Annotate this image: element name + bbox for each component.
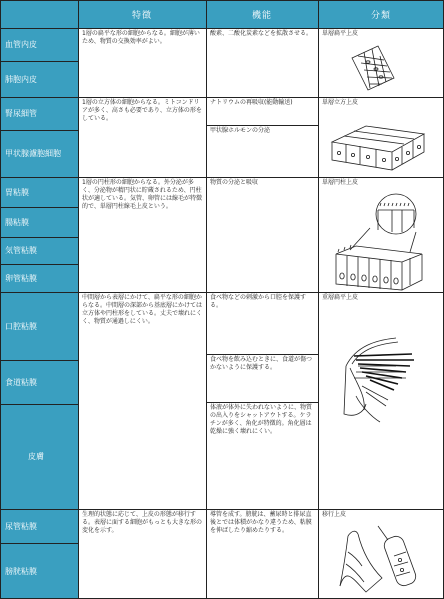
row-divider <box>0 97 444 98</box>
function-divider <box>206 402 319 403</box>
simple-columnar-illustration <box>332 192 438 290</box>
row-divider <box>0 292 444 293</box>
label-bladder-mucosa: 膀胱粘膜 <box>0 543 78 599</box>
header-function: 機能 <box>206 0 318 28</box>
feature-transitional: 生理的状態に応じて、上皮の形態が移行する。表層に面する細胞がもっとも大きな形の変化を示す。 <box>82 511 203 534</box>
function-divider <box>206 354 319 355</box>
class-simple-squamous: 単層扁平上皮 <box>322 30 359 37</box>
feature-simple-cuboidal: 1層の立方体の細胞からなる。ミトコンドリアが多く、高さも必要であり、立方体の形をしている。 <box>82 99 202 122</box>
label-divider <box>0 543 79 544</box>
header-classification: 分類 <box>318 0 444 28</box>
label-alveolar-epithelium: 肺胞内皮 <box>0 61 78 97</box>
function-oral: 食べ物などの刺激から口腔を保護する。 <box>210 294 307 309</box>
label-intestinal-mucosa: 腸粘膜 <box>0 207 78 237</box>
label-divider <box>0 360 79 361</box>
label-gastric-mucosa: 胃粘膜 <box>0 177 78 207</box>
label-oviduct-mucosa: 卵管粘膜 <box>0 264 78 292</box>
feature-simple-columnar: 1層の円柱形の細胞からなる。外分泌が多く、分泌物が精円状に貯蔵されるため、円柱状が適している。気管、卵管には線毛が特徴的で、単層円柱線毛上皮という。 <box>82 179 203 210</box>
row-divider <box>0 509 444 510</box>
function-tubule: ナトリウムの再吸収(能動輸送) <box>210 99 293 106</box>
function-urinary: 導管を成す。膀胱は、蓄尿時と排尿直後とでは体積がかなり違うため、粘膜を伸ばしたり縮めたりする。 <box>210 511 312 534</box>
function-skin: 体液が体外に失われないように、物質の出入りをシャットアウトする。ケラチンが多く、角化が特徴的。角化層は乾燥に強く壊れにくい。 <box>210 404 313 435</box>
label-divider <box>0 264 79 265</box>
row-divider <box>0 28 444 29</box>
header-corner <box>0 0 78 28</box>
class-simple-columnar: 単層円柱上皮 <box>322 179 359 186</box>
label-divider <box>0 237 79 238</box>
label-skin: 皮膚 <box>0 404 78 509</box>
function-vessel: 酸素、二酸化炭素などを拡散させる。 <box>210 30 313 37</box>
label-divider <box>0 61 79 62</box>
simple-cuboidal-illustration <box>326 120 430 174</box>
label-esophageal-mucosa: 食道粘膜 <box>0 360 78 404</box>
header-features: 特徴 <box>78 0 206 28</box>
label-divider <box>0 130 79 131</box>
class-transitional: 移行上皮 <box>322 511 347 518</box>
feature-simple-squamous: 1層の扁平な形の細胞からなる。細胞が薄いため、物質の交換効率がよい。 <box>82 30 200 45</box>
label-oral-mucosa: 口腔粘膜 <box>0 292 78 360</box>
row-divider <box>0 177 444 178</box>
function-thyroid: 甲状腺ホルモンの分泌 <box>210 127 271 134</box>
feature-stratified-squamous: 中間層から表層にかけて、扁平な形の細胞からなる。中間層の深部から基底層にかけては立方体や円柱形をしている。丈夫で壊れにくく、物質が通過しにくい。 <box>82 294 203 325</box>
table-border-top <box>0 0 444 1</box>
class-simple-cuboidal: 単層立方上皮 <box>322 99 359 106</box>
function-divider <box>206 125 319 126</box>
label-thyroid-follicle: 甲状腺濾胞細胞 <box>0 130 78 177</box>
stratified-squamous-illustration <box>326 326 436 426</box>
function-gi: 物質の分泌と吸収 <box>210 179 259 186</box>
label-divider <box>0 404 79 405</box>
label-divider <box>0 207 79 208</box>
transitional-illustration <box>330 520 436 598</box>
label-capillary-endothelium: 血管内皮 <box>0 28 78 61</box>
class-stratified-squamous: 重層扁平上皮 <box>322 294 359 301</box>
label-ureter-mucosa: 尿管粘膜 <box>0 509 78 543</box>
simple-squamous-illustration <box>348 44 398 94</box>
function-esophagus: 食べ物を飲み込むときに、食道が傷つかないように保護する。 <box>210 356 313 371</box>
label-renal-tubule: 腎尿細管 <box>0 97 78 130</box>
label-tracheal-mucosa: 気管粘膜 <box>0 237 78 264</box>
